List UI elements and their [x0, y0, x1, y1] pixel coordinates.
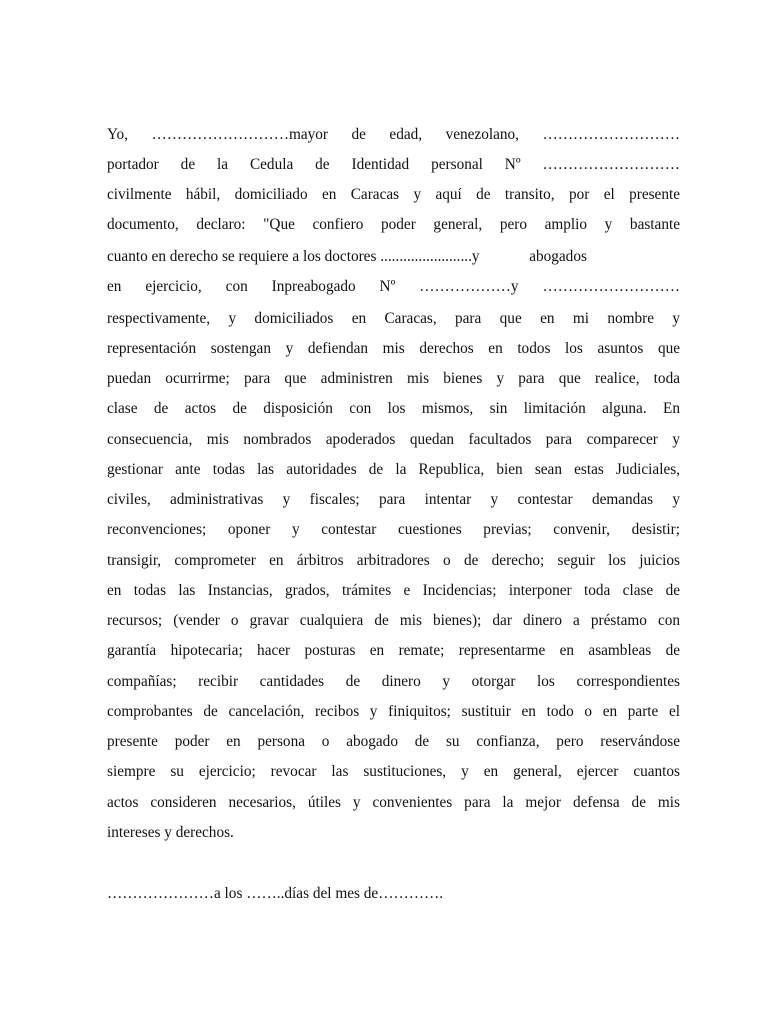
text-line-22: siempre su ejercicio; revocar las sustituciones, y en general, ejercer cuantos	[107, 763, 680, 780]
closing-date-line: …………………a los ……..días del mes de………….	[107, 885, 444, 902]
text-line-10: clase de actos de disposición con los mismos, sin limitación alguna. En	[107, 400, 680, 417]
text-line-16: en todas las Instancias, grados, trámites e Incidencias; interponer toda clase de	[107, 582, 680, 599]
text-line-11: consecuencia, mis nombrados apoderados quedan facultados para comparecer y	[107, 431, 680, 448]
text-line-5-main: cuanto en derecho se requiere a los doctores ........................y	[107, 248, 480, 265]
text-line-14: reconvenciones; oponer y contestar cuestiones previas; convenir, desistir;	[107, 521, 680, 538]
text-line-17: recursos; (vender o gravar cualquiera de mis bienes); dar dinero a préstamo con	[107, 612, 680, 629]
text-line-3: civilmente hábil, domiciliado en Caracas y aquí de transito, por el presente	[107, 186, 680, 203]
text-line-21: presente poder en persona o abogado de su confianza, pero reservándose	[107, 733, 680, 750]
text-line-20: comprobantes de cancelación, recibos y finiquitos; sustituir en todo o en parte el	[107, 703, 680, 720]
text-line-23: actos consideren necesarios, útiles y convenientes para la mejor defensa de mis	[107, 794, 680, 811]
text-line-6: en ejercicio, con Inpreabogado Nº ………………y ………………………	[107, 278, 680, 295]
text-line-19: compañías; recibir cantidades de dinero y otorgar los correspondientes	[107, 673, 680, 690]
text-line-1: Yo, ………………………mayor de edad, venezolano, ………………………	[107, 126, 680, 143]
text-line-24: intereses y derechos.	[107, 824, 234, 841]
text-line-5-suffix: abogados	[529, 248, 587, 265]
text-line-4: documento, declaro: "Que confiero poder general, pero amplio y bastante	[107, 216, 680, 233]
text-line-13: civiles, administrativas y fiscales; para intentar y contestar demandas y	[107, 491, 680, 508]
text-line-2: portador de la Cedula de Identidad personal Nº ………………………	[107, 156, 680, 173]
text-line-7: respectivamente, y domiciliados en Caracas, para que en mi nombre y	[107, 310, 680, 327]
text-line-12: gestionar ante todas las autoridades de la Republica, bien sean estas Judiciales,	[107, 461, 680, 478]
text-line-8: representación sostengan y defiendan mis derechos en todos los asuntos que	[107, 340, 680, 357]
text-line-18: garantía hipotecaria; hacer posturas en remate; representarme en asambleas de	[107, 642, 680, 659]
text-line-5	[107, 247, 680, 267]
text-line-15: transigir, comprometer en árbitros arbitradores o de derecho; seguir los juicios	[107, 552, 680, 569]
text-line-9: puedan ocurrirme; para que administren mis bienes y para que realice, toda	[107, 370, 680, 387]
